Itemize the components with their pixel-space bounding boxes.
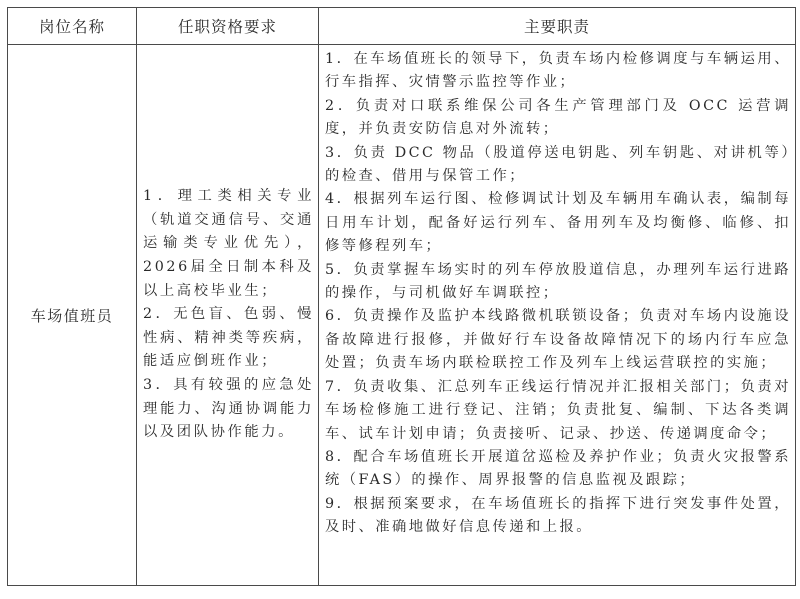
duty-item: 2．负责对口联系维保公司各生产管理部门及 OCC 运营调度，并负责安防信息对外流转； [325, 97, 791, 138]
main-duties-cell [319, 45, 796, 586]
duty-item: 7．负责收集、汇总列车正线运行情况并汇报相关部门；负责对车场检修施工进行登记、注销；负责批复、编制、下达各类调车、试车计划申请；负责接听、记录、抄送、传递调度命令； [325, 378, 791, 442]
position-name-cell: 车场值班员 [8, 45, 137, 586]
header-position-name: 岗位名称 [8, 8, 137, 45]
job-requirements-table [7, 7, 796, 586]
duty-item: 6．负责操作及监护本线路微机联锁设备；负责对车场内设施设备故障进行报修，并做好行车设备故障情况下的场内行车应急处置；负责车场内联检联控工作及列车上线运营联控的实施； [325, 308, 791, 372]
qualification-item: 2．无色盲、色弱、慢性病、精神类等疾病，能适应倒班作业； [143, 306, 314, 370]
qualification-item: 1．理工类相关专业（轨道交通信号、交通运输类专业优先），2026届全日制本科及以上高校毕业生； [143, 188, 314, 299]
duty-item: 5．负责掌握车场实时的列车停放股道信息，办理列车运行进路的操作，与司机做好车调联控； [325, 261, 791, 302]
table-header-row [8, 8, 796, 45]
duty-item: 3．负责 DCC 物品（股道停送电钥匙、列车钥匙、对讲机等）的检查、借用与保管工作； [325, 144, 791, 185]
duty-item: 1．在车场值班长的领导下，负责车场内检修调度与车辆运用、行车指挥、灾情警示监控等作业； [325, 51, 791, 91]
duty-item: 9．根据预案要求，在车场值班长的指挥下进行突发事件处置，及时、准确地做好信息传递和上报。 [325, 495, 791, 536]
qualifications-cell [137, 45, 319, 586]
header-qualifications: 任职资格要求 [137, 8, 319, 45]
qualification-item: 3．具有较强的应急处理能力、沟通协调能力以及团队协作能力。 [143, 376, 314, 441]
table-row [8, 45, 796, 586]
duty-item: 8．配合车场值班长开展道岔巡检及养护作业；负责火灾报警系统（FAS）的操作、周界报警的信息监视及跟踪； [325, 448, 791, 489]
header-main-duties: 主要职责 [319, 8, 796, 45]
duty-item: 4．根据列车运行图、检修调试计划及车辆用车确认表，编制每日用车计划，配备好运行列车、备用列车及均衡修、临修、扣修等修程列车； [325, 191, 791, 255]
